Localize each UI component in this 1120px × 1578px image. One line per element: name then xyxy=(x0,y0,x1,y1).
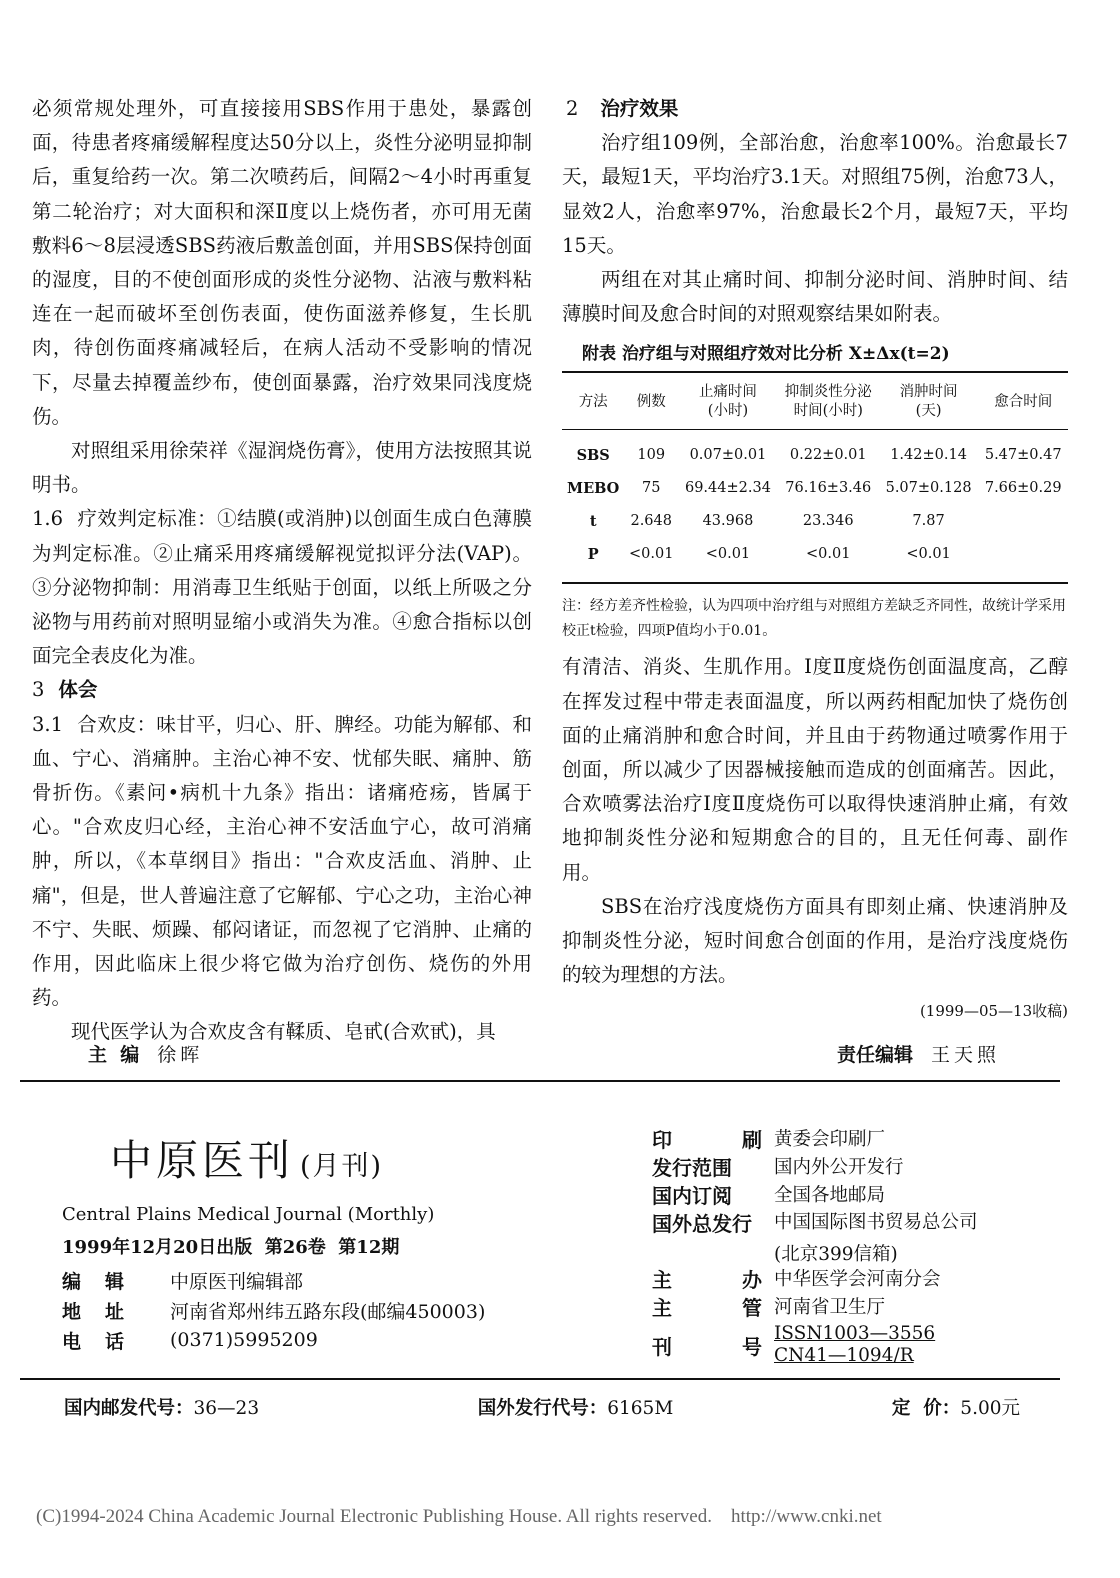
info-row xyxy=(652,1124,978,1152)
responsible-editor-name: 王天照 xyxy=(930,1044,1000,1066)
table-header-cell: 消肿时间 (天) xyxy=(879,372,979,430)
section-3-heading xyxy=(32,673,532,707)
table-header-cell: 例数 xyxy=(624,372,678,430)
domestic-code xyxy=(64,1394,259,1420)
table-row xyxy=(562,472,1068,505)
chief-editor xyxy=(88,1040,203,1067)
domestic-code-value: 36—23 xyxy=(193,1398,260,1419)
table-note: 注：经方差齐性检验，认为四项中治疗组与对照组方差缺乏齐同性，故统计学采用校正t检验，四项P值均小于0.01。 xyxy=(562,598,1066,640)
info-value: 黄委会印刷厂 xyxy=(774,1129,886,1150)
issn-number: ISSN1003—3556 xyxy=(774,1323,936,1344)
table-cell: 7.87 xyxy=(912,513,945,530)
table-cell: <0.01 xyxy=(906,546,951,563)
section-title: 治疗效果 xyxy=(600,97,679,120)
paragraph: 两组在对其止痛时间、抑制分泌时间、消肿时间、结薄膜时间及愈合时间的对照观察结果如附表。 xyxy=(562,268,1068,326)
responsible-editor xyxy=(837,1040,1000,1067)
table-cell xyxy=(978,538,1068,583)
received-date: (1999—05—13收稿) xyxy=(919,1002,1068,1021)
foreign-code xyxy=(478,1394,674,1420)
issue-info: 1999年12月20日出版 第26卷 第12期 xyxy=(62,1237,400,1258)
info-value-line: 中国国际图书贸易总公司 xyxy=(774,1212,978,1233)
table-header-cell: 方法 xyxy=(562,372,624,430)
domestic-code-label: 国内邮发代号： xyxy=(64,1398,194,1419)
price-label: 定 价： xyxy=(891,1398,961,1419)
info-row xyxy=(652,1292,978,1320)
info-value: 河南省郑州纬五路东段(邮编450003) xyxy=(170,1300,486,1323)
section-number: 2 xyxy=(566,97,579,120)
journal-english-title: Central Plains Medical Journal (Morthly) xyxy=(62,1204,435,1225)
table-row xyxy=(562,505,1068,538)
distribution-codes xyxy=(64,1394,1020,1420)
table-cell: 1.42±0.14 xyxy=(890,447,967,464)
table-cell: <0.01 xyxy=(705,546,751,563)
chief-editor-name: 徐晖 xyxy=(157,1044,204,1066)
table-cell: 23.346 xyxy=(802,513,854,530)
info-label: 编 辑 xyxy=(62,1270,124,1293)
paragraph: 有清洁、消炎、生肌作用。Ⅰ度Ⅱ度烧伤创面温度高，乙醇在挥发过程中带走表面温度，所以两药相配加快了烧伤创面的止痛消肿和愈合时间，并且由于药物通过喷雾作用于创面，所以减少了因器械接触而造成的创面痛苦。因此，合欢喷雾法治疗Ⅰ度Ⅱ度烧伤可以取得快速消肿止痛，有效地抑制炎性分泌和短期愈合的目的，且无任何毒、副作用。 xyxy=(562,655,1068,884)
table-cell xyxy=(978,505,1068,538)
section-3-1 xyxy=(32,708,532,1016)
info-value: 中原医刊编辑部 xyxy=(170,1270,304,1293)
info-value xyxy=(774,1208,978,1266)
section-2-heading xyxy=(562,92,1068,126)
info-value: 国内外公开发行 xyxy=(774,1157,904,1178)
info-value: (0371)5995209 xyxy=(170,1329,318,1351)
info-row xyxy=(652,1152,978,1180)
section-text: 疗效判定标准：①结膜(或消肿)以创面生成白色薄膜为判定标准。②止痛采用疼痛缓解视觉拟评分法(VAP)。③分泌物抑制：用消毒卫生纸贴于创面，以纸上所吸之分泌物与用药前对照明显缩小或消失为准。④愈合指标以创面完全表皮化为准。 xyxy=(32,507,532,668)
chief-editor-label: 主 编 xyxy=(88,1044,140,1066)
paragraph: 必须常规处理外，可直接接用SBS作用于患处，暴露创面，待患者疼痛缓解程度达50分以上，炎性分泌明显抑制后，重复给药一次。第二次喷药后，间隔2～4小时再重复第二轮治疗；对大面积和深Ⅱ度以上烧伤者，亦可用无菌敷料6～8层浸透SBS药液后敷盖创面，并用SBS保持创面的湿度，目的不使创面形成的炎性分泌物、沾液与敷料粘连在一起而破坏至创伤表面，使伤面滋养修复，生长肌肉，待创伤面疼痛减轻后，在病人活动不受影响的情况下，尽量去掉覆盖纱布，使创面暴露，治疗效果同浅度烧伤。 xyxy=(32,97,532,428)
table-cell: <0.01 xyxy=(629,546,674,563)
info-label: 国内订阅 xyxy=(652,1183,732,1208)
paragraph: 治疗组109例，全部治愈，治愈率100%。治愈最长7天，最短1天，平均治疗3.1天。对照组75例，治愈73人，显效2人，治愈率97%，治愈最长2个月，最短7天，平均15天。 xyxy=(562,131,1068,257)
divider xyxy=(20,1080,1060,1082)
info-label: 刊 号 xyxy=(652,1334,762,1359)
section-text: 合欢皮：味甘平，归心、肝、脾经。功能为解郁、和血、宁心、消痛肿。主治心神不安、忧郁失眠、痛肿、筋骨折伤。《素问•病机十九条》指出：诸痛疮疡，皆属于心。"合欢皮归心经，主治心神不安活血宁心，故可消痛肿，所以，《本草纲目》指出："合欢皮活血、消肿、止痛"，但是，世人普遍注意了它解郁、宁心之功，主治心神不宁、失眠、烦躁、郁闷诸证，而忽视了它消肿、止痛的作用，因此临床上很少将它做为治疗创伤、烧伤的外用药。 xyxy=(32,712,532,1010)
info-label: 电 话 xyxy=(62,1330,124,1353)
table-cell: 43.968 xyxy=(702,513,754,530)
table-row xyxy=(562,538,1068,583)
info-row xyxy=(652,1320,978,1370)
copyright-notice: (C)1994-2024 China Academic Journal Electronic Publishing House. All rights reserved. http://www.cnki.net xyxy=(36,1506,882,1527)
journal-name: 中原医刊 xyxy=(110,1136,295,1185)
table-header-cell: 愈合时间 xyxy=(978,372,1068,430)
table-cell: 75 xyxy=(642,480,661,497)
info-row xyxy=(62,1295,485,1325)
price-value: 5.00元 xyxy=(960,1398,1020,1419)
info-label: 印 刷 xyxy=(652,1127,762,1152)
paragraph: 现代医学认为合欢皮含有鞣质、皂甙(合欢甙)，具 xyxy=(71,1020,496,1044)
info-row xyxy=(62,1265,485,1295)
info-label: 国外总发行 xyxy=(652,1212,752,1236)
table-cell: SBS xyxy=(576,447,610,465)
paragraph: 对照组采用徐荣祥《湿润烧伤膏》，使用方法按照其说明书。 xyxy=(32,439,532,497)
table-header-row xyxy=(562,372,1068,430)
info-value: 全国各地邮局 xyxy=(774,1185,886,1206)
table-cell: MEBO xyxy=(567,480,620,498)
right-column xyxy=(562,92,1068,1029)
table-row xyxy=(562,430,1068,473)
section-number: 1.6 xyxy=(32,507,64,531)
publisher-info-right xyxy=(652,1124,978,1370)
info-row xyxy=(652,1208,978,1264)
section-number: 3.1 xyxy=(32,712,64,736)
table-cell: 0.07±0.01 xyxy=(689,447,767,464)
section-title: 体会 xyxy=(58,678,98,702)
responsible-editor-label: 责任编辑 xyxy=(836,1044,913,1066)
comparison-table xyxy=(562,371,1068,584)
editor-credits xyxy=(88,1040,1000,1067)
table-cell: <0.01 xyxy=(806,546,851,563)
journal-title xyxy=(110,1128,383,1188)
info-value: 河南省卫生厅 xyxy=(774,1297,886,1318)
table-cell: 5.47±0.47 xyxy=(984,447,1062,464)
info-row xyxy=(652,1264,978,1292)
section-number: 3 xyxy=(32,678,45,702)
table-cell: t xyxy=(589,513,597,531)
info-label: 发行范围 xyxy=(652,1155,732,1180)
section-1-6 xyxy=(32,502,532,673)
divider xyxy=(20,1378,1060,1380)
paragraph: SBS在治疗浅度烧伤方面具有即刻止痛、快速消肿及抑制炎性分泌，短时间愈合创面的作用，是治疗浅度烧伤的较为理想的方法。 xyxy=(562,894,1068,987)
foreign-code-label: 国外发行代号： xyxy=(477,1398,608,1419)
cn-number: CN41—1094/R xyxy=(774,1345,914,1366)
table-cell: 109 xyxy=(637,447,666,464)
info-row xyxy=(62,1325,485,1355)
table-cell: 2.648 xyxy=(630,513,672,530)
table-cell: 7.66±0.29 xyxy=(984,480,1062,497)
info-row xyxy=(652,1180,978,1208)
info-value-line: (北京399信箱) xyxy=(774,1244,898,1265)
info-value: 中华医学会河南分会 xyxy=(774,1269,941,1290)
foreign-code-value: 6165M xyxy=(607,1398,674,1419)
table-cell: 0.22±0.01 xyxy=(789,447,867,464)
info-label: 主 办 xyxy=(652,1267,762,1292)
table-cell: 69.44±2.34 xyxy=(684,480,771,497)
table-caption: 附表 治疗组与对照组疗效对比分析 X±Δx(t=2) xyxy=(582,344,950,365)
price xyxy=(892,1394,1020,1420)
info-value xyxy=(774,1323,935,1367)
journal-frequency: (月刊) xyxy=(300,1151,384,1182)
table-cell: 5.07±0.128 xyxy=(885,480,972,497)
info-label: 主 管 xyxy=(652,1295,762,1320)
table-header-cell: 抑制炎性分泌 时间(小时) xyxy=(778,372,879,430)
table-header-cell: 止痛时间 (小时) xyxy=(678,372,778,430)
table-cell: P xyxy=(587,546,599,564)
table-cell: 76.16±3.46 xyxy=(785,480,872,497)
info-label: 地 址 xyxy=(62,1300,124,1323)
publisher-info-left xyxy=(62,1265,485,1355)
left-column xyxy=(32,92,532,1050)
